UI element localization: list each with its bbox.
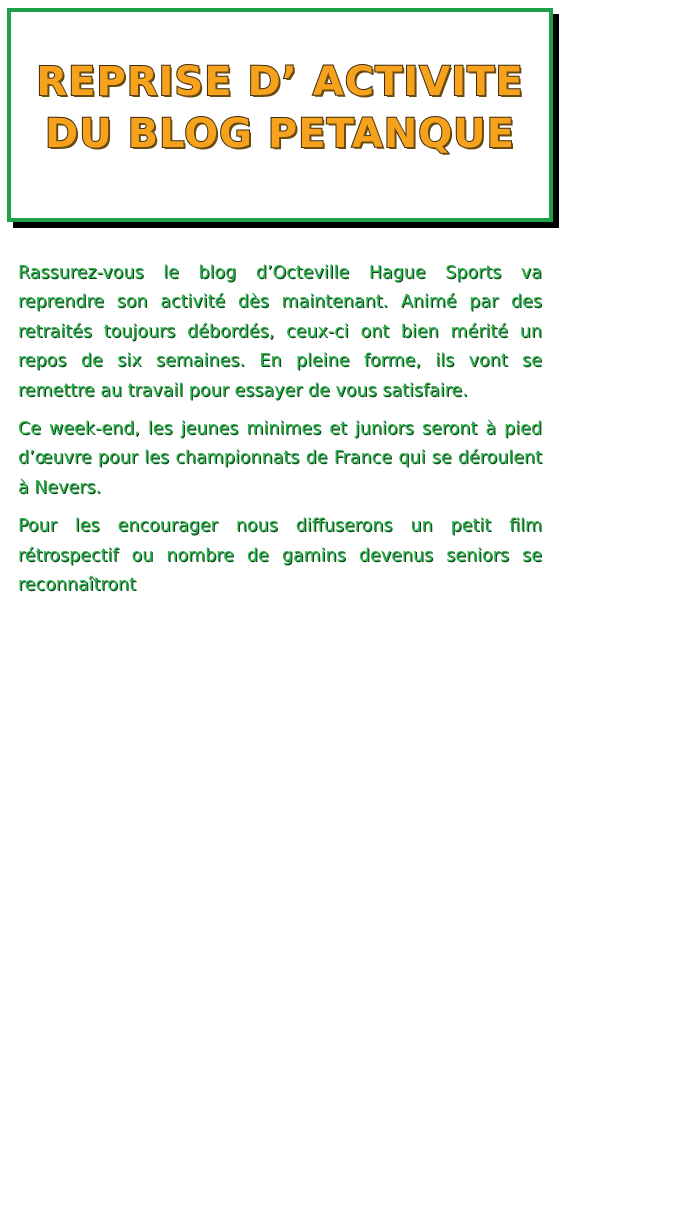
article-body [18, 259, 542, 609]
title-line-1: REPRISE D’ ACTIVITE [36, 59, 524, 105]
paragraph-film: Pour les encourager nous diffuserons un petit film rétrospectif ou nombre de gamins devenus seniors se reconnaîtront [18, 516, 542, 596]
title-line-2: DU BLOG PETANQUE [45, 111, 515, 157]
paragraph-championship: Ce week-end, les jeunes minimes et juniors seront à pied d’œuvre pour les championnats de France qui se déroulent à Nevers. [18, 419, 542, 498]
paragraph-intro: Rassurez-vous le blog d’Octeville Hague Sports va reprendre son activité dès maintenant. Animé par des retraités toujours débordés, ceux-ci ont bien mérité un repos de six semaines. En pleine forme, ils vont se remettre au travail pour essayer de vous satisfaire. [18, 263, 542, 401]
title-banner [7, 8, 553, 222]
